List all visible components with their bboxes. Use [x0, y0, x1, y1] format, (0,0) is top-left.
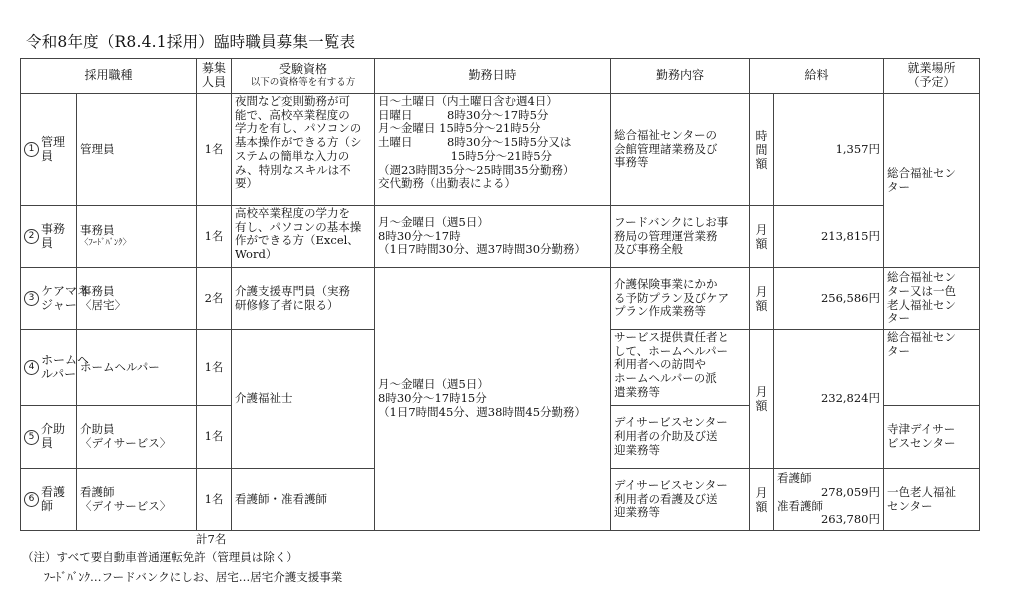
row-2-salary: 213,815円: [774, 206, 884, 268]
row-2-category: 2 事務員: [21, 206, 77, 268]
row-2-position: 事務員 〈ﾌｰﾄﾞﾊﾞﾝｸ〉: [77, 206, 197, 268]
row-2-salary-type: 月 額: [750, 206, 774, 268]
row-1-position: 管理員: [77, 94, 197, 206]
header-salary: 給料: [750, 59, 884, 94]
schedule-shared-3-6: 月～金曜日（週5日） 8時30分～17時15分 （1日7時間45分、週38時間45分勤務）: [375, 268, 611, 531]
row-3-salary: 256,586円: [774, 268, 884, 330]
recruitment-table: [20, 58, 980, 531]
row-4-duties: サービス提供責任者と して、ホームヘルパー 利用者への訪問や ホームヘルパーの派 遣業務等: [611, 330, 750, 406]
row-1-salary-type: 時 間 額: [750, 94, 774, 206]
row-number-badge: 5: [24, 430, 39, 445]
header-schedule: 勤務日時: [375, 59, 611, 94]
row-5-category: 5 介助員: [21, 406, 77, 469]
row-1-schedule: 日～土曜日（内土曜日含む週4日） 日曜日 8時30分～17時5分 月～金曜日 15時5分～21時5分 土曜日 8時30分～15時5分又は 15時5分～21時5分 （週23時間35分～25時間35分勤務） 交代勤務（出勤表による）: [375, 94, 611, 206]
row-2-schedule: 月～金曜日（週5日） 8時30分～17時 （1日7時間30分、週37時間30分勤務）: [375, 206, 611, 268]
place-shared-1-2: 総合福祉セン ター: [884, 94, 980, 268]
footnote-license: （注）すべて要自動車普通運転免許（管理員は除く）: [22, 550, 298, 564]
row-6-qualification: 看護師・准看護師: [232, 469, 375, 531]
row-number-badge: 3: [24, 291, 39, 306]
row-number-badge: 4: [24, 360, 39, 375]
row-6-count: 1名: [197, 469, 232, 531]
footnote-abbreviations: ﾌｰﾄﾞﾊﾞﾝｸ…フードバンクにしお、居宅…居宅介護支援事業: [44, 570, 343, 584]
row-1-qualification: 夜間など変則勤務が可 能で、高校卒業程度の 学力を有し、パソコンの 基本操作ができる方（シ ステムの簡単な入力の み、特別なスキルは不 要）: [232, 94, 375, 206]
row-3-count: 2名: [197, 268, 232, 330]
row-2-qualification: 高校卒業程度の学力を 有し、パソコンの基本操 作ができる方（Excel、 Word）: [232, 206, 375, 268]
page-title: 令和8年度（R8.4.1採用）臨時職員募集一覧表: [26, 33, 356, 51]
qualification-shared-4-5: 介護福祉士: [232, 330, 375, 469]
header-job: 採用職種: [21, 59, 197, 94]
row-2-duties: フードバンクにしお事 務局の管理運営業務 及び事務全般: [611, 206, 750, 268]
row-6-position: 看護師 〈デイサービス〉: [77, 469, 197, 531]
header-qualification: 受験資格 以下の資格等を有する方: [232, 59, 375, 94]
row-number-badge: 6: [24, 492, 39, 507]
row-6-salary-type: 月 額: [750, 469, 774, 531]
row-number-badge: 2: [24, 229, 39, 244]
row-5-count: 1名: [197, 406, 232, 469]
salary-type-shared-4-5: 月 額: [750, 330, 774, 469]
row-5-place: 寺津デイサー ビスセンター: [884, 406, 980, 469]
row-4-place: 総合福祉セン ター: [884, 330, 980, 406]
row-6-salary: 看護師 278,059円 准看護師 263,780円: [774, 469, 884, 531]
row-4-position: ホームヘルパー: [77, 330, 197, 406]
row-3-position: 事務員 〈居宅〉: [77, 268, 197, 330]
total-count: 計7名: [196, 532, 227, 546]
row-1-count: 1名: [197, 94, 232, 206]
header-count: 募集 人員: [197, 59, 232, 94]
salary-shared-4-5: 232,824円: [774, 330, 884, 469]
row-1-duties: 総合福祉センターの 会館管理諸業務及び 事務等: [611, 94, 750, 206]
row-1-salary: 1,357円: [774, 94, 884, 206]
row-3-category: 3 ケアマネ ジャー: [21, 268, 77, 330]
row-6-duties: デイサービスセンター 利用者の看護及び送 迎業務等: [611, 469, 750, 531]
row-3-place: 総合福祉セン ター又は一色 老人福祉セン ター: [884, 268, 980, 330]
header-place: 就業場所 （予定）: [884, 59, 980, 94]
row-number-badge: 1: [24, 142, 39, 157]
row-4-category: 4 ホームヘ ルパー: [21, 330, 77, 406]
row-6-category: 6 看護師: [21, 469, 77, 531]
row-3-salary-type: 月 額: [750, 268, 774, 330]
row-2-count: 1名: [197, 206, 232, 268]
row-4-count: 1名: [197, 330, 232, 406]
row-1-category: 1 管理員: [21, 94, 77, 206]
row-3-qualification: 介護支援専門員（実務 研修修了者に限る）: [232, 268, 375, 330]
row-3-duties: 介護保険事業にかか る予防プラン及びケア プラン作成業務等: [611, 268, 750, 330]
header-duties: 勤務内容: [611, 59, 750, 94]
row-5-position: 介助員 〈デイサービス〉: [77, 406, 197, 469]
row-5-duties: デイサービスセンター 利用者の介助及び送 迎業務等: [611, 406, 750, 469]
row-6-place: 一色老人福祉 センター: [884, 469, 980, 531]
